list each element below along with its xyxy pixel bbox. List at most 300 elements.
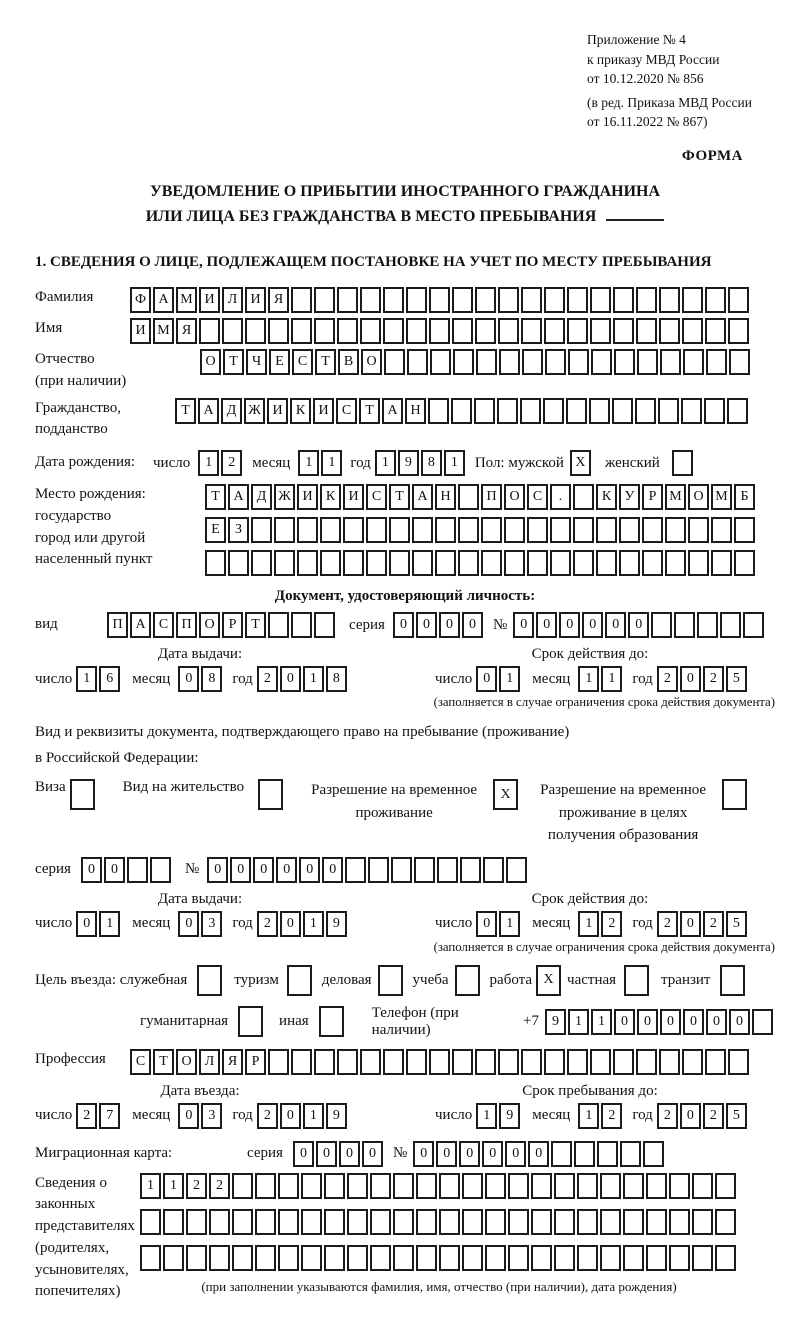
form-cell[interactable] [715,1173,736,1199]
form-cell[interactable] [543,398,564,424]
form-cell[interactable] [658,398,679,424]
form-cell[interactable] [140,1209,161,1235]
form-cell[interactable]: Р [642,484,663,510]
form-cell[interactable] [729,349,750,375]
form-cell[interactable] [452,1049,473,1075]
form-cell[interactable] [722,779,747,810]
form-cell[interactable] [370,1173,391,1199]
form-cell[interactable] [504,550,525,576]
form-cell[interactable]: 1 [578,911,599,937]
form-cell[interactable] [278,1245,299,1271]
form-cell[interactable]: М [665,484,686,510]
form-cell[interactable] [544,1049,565,1075]
form-cell[interactable] [567,1049,588,1075]
form-cell[interactable]: 9 [545,1009,566,1035]
form-cell[interactable] [378,965,403,996]
form-cell[interactable]: 3 [201,911,222,937]
form-cell[interactable] [692,1245,713,1271]
form-cell[interactable]: 8 [421,450,442,476]
form-cell[interactable]: Т [175,398,196,424]
form-cell[interactable] [406,287,427,313]
form-cell[interactable] [697,612,718,638]
form-cell[interactable] [527,517,548,543]
form-cell[interactable]: 0 [729,1009,750,1035]
form-cell[interactable] [475,1049,496,1075]
form-cell[interactable] [619,517,640,543]
form-cell[interactable] [416,1209,437,1235]
form-cell[interactable] [682,287,703,313]
form-cell[interactable] [577,1245,598,1271]
form-cell[interactable] [520,398,541,424]
form-cell[interactable] [429,318,450,344]
form-cell[interactable]: 0 [339,1141,360,1167]
form-cell[interactable]: С [130,1049,151,1075]
form-cell[interactable]: Н [435,484,456,510]
form-cell[interactable] [451,398,472,424]
form-cell[interactable] [347,1173,368,1199]
form-cell[interactable] [255,1209,276,1235]
form-cell[interactable] [70,779,95,810]
form-cell[interactable] [743,612,764,638]
form-cell[interactable]: Ф [130,287,151,313]
form-cell[interactable]: И [130,318,151,344]
form-cell[interactable]: У [619,484,640,510]
form-cell[interactable]: А [198,398,219,424]
form-cell[interactable]: М [153,318,174,344]
form-cell[interactable]: 0 [413,1141,434,1167]
form-cell[interactable]: Ж [274,484,295,510]
form-cell[interactable] [435,550,456,576]
form-cell[interactable] [577,1209,598,1235]
form-cell[interactable]: 1 [321,450,342,476]
form-cell[interactable] [228,550,249,576]
form-cell[interactable] [544,287,565,313]
form-cell[interactable] [590,1049,611,1075]
form-cell[interactable] [674,612,695,638]
form-cell[interactable]: С [527,484,548,510]
form-cell[interactable] [439,1173,460,1199]
form-cell[interactable] [682,1049,703,1075]
form-cell[interactable]: 2 [257,666,278,692]
form-cell[interactable] [345,857,366,883]
form-cell[interactable] [705,287,726,313]
form-cell[interactable] [623,1209,644,1235]
form-cell[interactable]: А [153,287,174,313]
form-cell[interactable] [186,1209,207,1235]
form-cell[interactable] [688,550,709,576]
form-cell[interactable] [682,318,703,344]
form-cell[interactable]: Т [245,612,266,638]
form-cell[interactable]: . [550,484,571,510]
form-cell[interactable] [692,1209,713,1235]
form-cell[interactable] [706,349,727,375]
form-cell[interactable]: 0 [505,1141,526,1167]
form-cell[interactable]: 0 [559,612,580,638]
form-cell[interactable]: 2 [657,666,678,692]
form-cell[interactable] [669,1245,690,1271]
form-cell[interactable]: 0 [299,857,320,883]
form-cell[interactable] [577,1173,598,1199]
form-cell[interactable] [659,287,680,313]
form-cell[interactable] [545,349,566,375]
form-cell[interactable] [573,517,594,543]
form-cell[interactable]: 0 [178,1103,199,1129]
form-cell[interactable] [704,398,725,424]
form-cell[interactable] [705,1049,726,1075]
form-cell[interactable] [414,857,435,883]
form-cell[interactable]: Я [176,318,197,344]
form-cell[interactable] [460,857,481,883]
form-cell[interactable] [508,1245,529,1271]
form-cell[interactable] [314,318,335,344]
form-cell[interactable] [251,550,272,576]
form-cell[interactable]: 0 [528,1141,549,1167]
form-cell[interactable]: О [688,484,709,510]
form-cell[interactable] [150,857,171,883]
form-cell[interactable]: 0 [513,612,534,638]
form-cell[interactable] [347,1245,368,1271]
form-cell[interactable] [711,517,732,543]
form-cell[interactable] [554,1245,575,1271]
form-cell[interactable] [590,287,611,313]
form-cell[interactable]: П [481,484,502,510]
form-cell[interactable]: П [107,612,128,638]
form-cell[interactable]: А [130,612,151,638]
form-cell[interactable] [314,287,335,313]
form-cell[interactable] [485,1209,506,1235]
form-cell[interactable]: 9 [499,1103,520,1129]
form-cell[interactable]: З [228,517,249,543]
form-cell[interactable] [462,1173,483,1199]
form-cell[interactable]: С [292,349,313,375]
form-cell[interactable] [301,1173,322,1199]
form-cell[interactable] [483,857,504,883]
form-cell[interactable] [527,550,548,576]
form-cell[interactable] [637,349,658,375]
form-cell[interactable]: Е [269,349,290,375]
form-cell[interactable] [566,398,587,424]
form-cell[interactable] [238,1006,263,1037]
form-cell[interactable] [127,857,148,883]
form-cell[interactable] [734,550,755,576]
form-cell[interactable] [711,550,732,576]
form-cell[interactable] [232,1245,253,1271]
form-cell[interactable] [199,318,220,344]
form-cell[interactable]: Т [359,398,380,424]
form-cell[interactable]: И [245,287,266,313]
form-cell[interactable] [366,517,387,543]
form-cell[interactable] [343,517,364,543]
form-cell[interactable]: 2 [703,1103,724,1129]
form-cell[interactable] [347,1209,368,1235]
form-cell[interactable] [370,1209,391,1235]
form-cell[interactable] [391,857,412,883]
form-cell[interactable] [337,1049,358,1075]
form-cell[interactable] [613,287,634,313]
form-cell[interactable] [728,287,749,313]
form-cell[interactable] [163,1245,184,1271]
form-cell[interactable]: 0 [81,857,102,883]
form-cell[interactable]: 1 [499,666,520,692]
form-cell[interactable]: 0 [476,911,497,937]
form-cell[interactable] [274,550,295,576]
form-cell[interactable]: 0 [362,1141,383,1167]
form-cell[interactable] [462,1209,483,1235]
form-cell[interactable]: М [711,484,732,510]
form-cell[interactable] [383,287,404,313]
form-cell[interactable]: Т [389,484,410,510]
form-cell[interactable] [268,1049,289,1075]
form-cell[interactable] [140,1245,161,1271]
form-cell[interactable]: 1 [303,911,324,937]
form-cell[interactable] [255,1173,276,1199]
form-cell[interactable] [360,318,381,344]
form-cell[interactable] [416,1245,437,1271]
form-cell[interactable]: П [176,612,197,638]
form-cell[interactable]: Ч [246,349,267,375]
form-cell[interactable]: И [343,484,364,510]
form-cell[interactable] [301,1209,322,1235]
form-cell[interactable]: 5 [726,911,747,937]
form-cell[interactable] [291,1049,312,1075]
form-cell[interactable] [452,287,473,313]
form-cell[interactable]: О [200,349,221,375]
form-cell[interactable] [623,1245,644,1271]
form-cell[interactable]: 0 [253,857,274,883]
form-cell[interactable] [337,318,358,344]
form-cell[interactable] [623,1173,644,1199]
form-cell[interactable]: 2 [703,911,724,937]
form-cell[interactable] [278,1209,299,1235]
form-cell[interactable] [531,1173,552,1199]
form-cell[interactable] [508,1209,529,1235]
form-cell[interactable] [600,1245,621,1271]
form-cell[interactable] [389,550,410,576]
form-cell[interactable] [435,517,456,543]
form-cell[interactable] [590,318,611,344]
form-cell[interactable] [660,349,681,375]
form-cell[interactable] [251,517,272,543]
form-cell[interactable] [498,318,519,344]
form-cell[interactable] [568,349,589,375]
form-cell[interactable]: 0 [614,1009,635,1035]
form-cell[interactable]: К [320,484,341,510]
form-cell[interactable]: 3 [201,1103,222,1129]
form-cell[interactable] [705,318,726,344]
form-cell[interactable]: И [267,398,288,424]
form-cell[interactable]: К [596,484,617,510]
form-cell[interactable] [360,1049,381,1075]
form-cell[interactable]: 2 [209,1173,230,1199]
form-cell[interactable] [481,517,502,543]
form-cell[interactable] [455,965,480,996]
form-cell[interactable] [320,550,341,576]
form-cell[interactable] [475,287,496,313]
form-cell[interactable]: 1 [140,1173,161,1199]
form-cell[interactable] [498,287,519,313]
form-cell[interactable] [274,517,295,543]
form-cell[interactable] [163,1209,184,1235]
form-cell[interactable]: Р [222,612,243,638]
form-cell[interactable]: И [313,398,334,424]
form-cell[interactable]: Ж [244,398,265,424]
form-cell[interactable] [255,1245,276,1271]
form-cell[interactable]: 8 [326,666,347,692]
form-cell[interactable] [612,398,633,424]
form-cell[interactable] [508,1173,529,1199]
form-cell[interactable]: Д [221,398,242,424]
form-cell[interactable]: 0 [462,612,483,638]
form-cell[interactable]: 0 [459,1141,480,1167]
form-cell[interactable] [728,1049,749,1075]
form-cell[interactable]: 9 [326,1103,347,1129]
form-cell[interactable]: А [228,484,249,510]
form-cell[interactable] [600,1209,621,1235]
form-cell[interactable] [458,517,479,543]
form-cell[interactable] [407,349,428,375]
form-cell[interactable]: 1 [578,1103,599,1129]
form-cell[interactable] [314,612,335,638]
form-cell[interactable]: 6 [99,666,120,692]
form-cell[interactable] [636,287,657,313]
form-cell[interactable]: Т [205,484,226,510]
form-cell[interactable] [636,1049,657,1075]
form-cell[interactable] [297,517,318,543]
form-cell[interactable]: Т [223,349,244,375]
form-cell[interactable] [715,1209,736,1235]
form-cell[interactable]: К [290,398,311,424]
form-cell[interactable] [498,1049,519,1075]
form-cell[interactable]: 2 [601,911,622,937]
form-cell[interactable] [324,1245,345,1271]
form-cell[interactable] [291,318,312,344]
form-cell[interactable]: 1 [198,450,219,476]
form-cell[interactable] [453,349,474,375]
form-cell[interactable]: А [412,484,433,510]
form-cell[interactable] [720,965,745,996]
form-cell[interactable]: 1 [578,666,599,692]
form-cell[interactable]: 0 [280,911,301,937]
form-cell[interactable] [428,398,449,424]
form-cell[interactable] [544,318,565,344]
form-cell[interactable]: О [361,349,382,375]
form-cell[interactable]: 0 [316,1141,337,1167]
form-cell[interactable]: 2 [703,666,724,692]
form-cell[interactable] [232,1209,253,1235]
form-cell[interactable]: 2 [257,1103,278,1129]
form-cell[interactable] [452,318,473,344]
form-cell[interactable] [406,318,427,344]
form-cell[interactable] [688,517,709,543]
form-cell[interactable]: 0 [280,666,301,692]
form-cell[interactable] [506,857,527,883]
form-cell[interactable]: С [153,612,174,638]
form-cell[interactable]: 0 [393,612,414,638]
form-cell[interactable] [337,287,358,313]
form-cell[interactable] [659,318,680,344]
form-cell[interactable]: X [570,450,591,476]
form-cell[interactable] [646,1173,667,1199]
form-cell[interactable] [389,517,410,543]
form-cell[interactable]: 1 [476,1103,497,1129]
form-cell[interactable] [550,550,571,576]
form-cell[interactable]: Н [405,398,426,424]
form-cell[interactable]: 0 [207,857,228,883]
form-cell[interactable]: 1 [76,666,97,692]
form-cell[interactable] [278,1173,299,1199]
form-cell[interactable] [554,1173,575,1199]
form-cell[interactable] [624,965,649,996]
form-cell[interactable] [613,318,634,344]
form-cell[interactable] [485,1245,506,1271]
form-cell[interactable]: 0 [680,1103,701,1129]
form-cell[interactable]: 0 [230,857,251,883]
form-cell[interactable] [245,318,266,344]
form-cell[interactable] [462,1245,483,1271]
form-cell[interactable] [692,1173,713,1199]
form-cell[interactable]: 0 [605,612,626,638]
form-cell[interactable] [393,1245,414,1271]
form-cell[interactable]: 1 [568,1009,589,1035]
form-cell[interactable]: М [176,287,197,313]
form-cell[interactable] [314,1049,335,1075]
form-cell[interactable] [393,1173,414,1199]
form-cell[interactable]: Я [268,287,289,313]
form-cell[interactable] [567,287,588,313]
form-cell[interactable]: 0 [178,666,199,692]
form-cell[interactable] [324,1209,345,1235]
form-cell[interactable] [412,550,433,576]
form-cell[interactable] [437,857,458,883]
form-cell[interactable] [458,484,479,510]
form-cell[interactable] [297,550,318,576]
form-cell[interactable] [481,550,502,576]
form-cell[interactable]: 0 [280,1103,301,1129]
form-cell[interactable] [573,550,594,576]
form-cell[interactable] [476,349,497,375]
form-cell[interactable] [635,398,656,424]
form-cell[interactable]: И [297,484,318,510]
form-cell[interactable] [642,550,663,576]
form-cell[interactable]: 0 [680,911,701,937]
form-cell[interactable] [485,1173,506,1199]
form-cell[interactable]: 0 [178,911,199,937]
form-cell[interactable]: 0 [582,612,603,638]
form-cell[interactable]: X [536,965,561,996]
form-cell[interactable] [619,550,640,576]
form-cell[interactable]: 0 [482,1141,503,1167]
form-cell[interactable]: 9 [326,911,347,937]
form-cell[interactable] [499,349,520,375]
form-cell[interactable] [672,450,693,476]
form-cell[interactable]: Р [245,1049,266,1075]
form-cell[interactable]: X [493,779,518,810]
form-cell[interactable]: 0 [322,857,343,883]
form-cell[interactable] [393,1209,414,1235]
form-cell[interactable] [727,398,748,424]
form-cell[interactable]: 0 [76,911,97,937]
form-cell[interactable]: 0 [706,1009,727,1035]
form-cell[interactable] [416,1173,437,1199]
form-cell[interactable]: 1 [591,1009,612,1035]
form-cell[interactable] [589,398,610,424]
form-cell[interactable] [613,1049,634,1075]
form-cell[interactable] [497,398,518,424]
form-cell[interactable] [646,1209,667,1235]
form-cell[interactable]: 2 [601,1103,622,1129]
form-cell[interactable] [370,1245,391,1271]
form-cell[interactable] [320,517,341,543]
